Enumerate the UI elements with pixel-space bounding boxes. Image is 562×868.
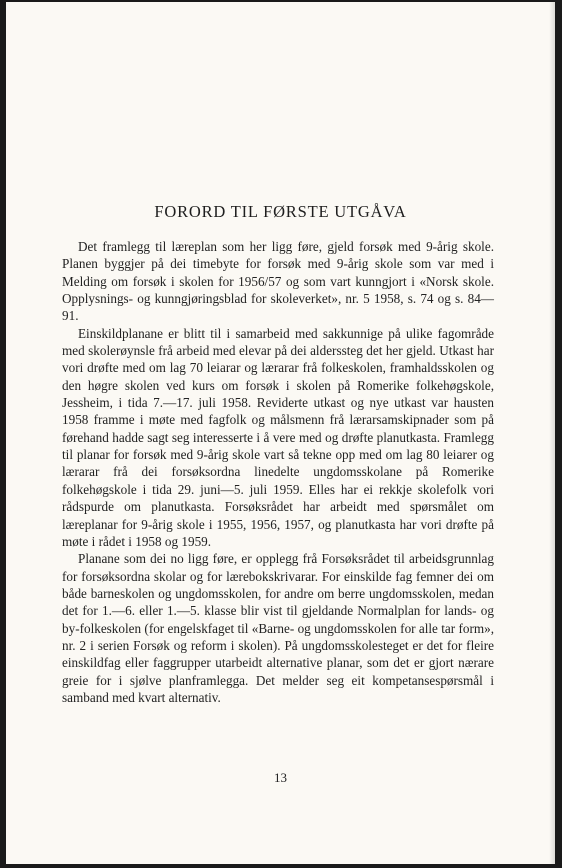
paragraph-1: Det framlegg til læreplan som her ligg føre, gjeld forsøk med 9-årig skole. Planen byggjer på dei timebyte for forsøk med 9-årig skole som var med i Melding om forsøk i skolen for 1956/57 og som vart kunngjort i «Norsk skole. Opplysnings- og kunngjøringsblad for skoleverket», nr. 5 1958, s. 74 og s. 84—91. — [62, 239, 494, 324]
page-title: FORORD TIL FØRSTE UTGÅVA — [154, 202, 407, 221]
page-edge-shadow — [549, 2, 555, 864]
document-page — [6, 2, 555, 864]
paragraph-3: Planane som dei no ligg føre, er opplegg frå Forsøksrådet til arbeidsgrunnlag for forsøksordna skolar og for lærebokskrivarar. For einskilde fag femner dei om både barneskolen og ungdomsskolen, for andre om berre ungdomsskolen, medan det for 1.—6. eller 1.—5. klasse blir vist til gjeldande Normalplan for lands- og by-folkeskolen (for engelskfaget til «Barne- og ungdomsskolen for alle tar form», nr. 2 i serien Forsøk og reform i skolen). På ungdomsskolesteget er det for fleire einskildfag eller faggrupper utarbeidt alternative planar, som det er gjort nærare greie for i sjølve planframlegga. Det melder seg eit kompetansespørsmål i samband med kvart alternativ. — [62, 551, 494, 705]
page-number: 13 — [274, 770, 287, 785]
paragraph-2: Einskildplanane er blitt til i samarbeid med sakkunnige på ulike fagområde med skolerøynsle frå arbeid med elevar på dei alderssteg det her gjeld. Utkast har vori drøfte med om lag 70 leiarar og lærarar frå folkeskolen, framhaldsskolen og den høgre skolen ved kurs om forsøk i skolen på Romerike folkehøgskole, Jessheim, i tida 7.—17. juli 1958. Reviderte utkast og nye utkast var hausten 1958 framme i møte med fagfolk og målsmenn frå lærarsamskipnader som på førehand hadde sagt seg interesserte i å vere med og drøfte planutkasta. Framlegg til planar for forsøk med 9-årig skole vart så tekne opp med om lag 80 leiarer og lærarar frå dei forsøksordna linedelte ungdomsskolane på Romerike folkehøgskole i tida 29. juni—5. juli 1959. Elles har ei rekkje skolefolk vori rådspurde om planutkasta. Forsøksrådet har arbeidt med spørsmålet om læreplanar for 9-årig skole i 1955, 1956, 1957, og planutkasta har vori drøfte på møte i rådet i 1958 og 1959. — [62, 325, 494, 549]
body-text — [62, 238, 494, 706]
